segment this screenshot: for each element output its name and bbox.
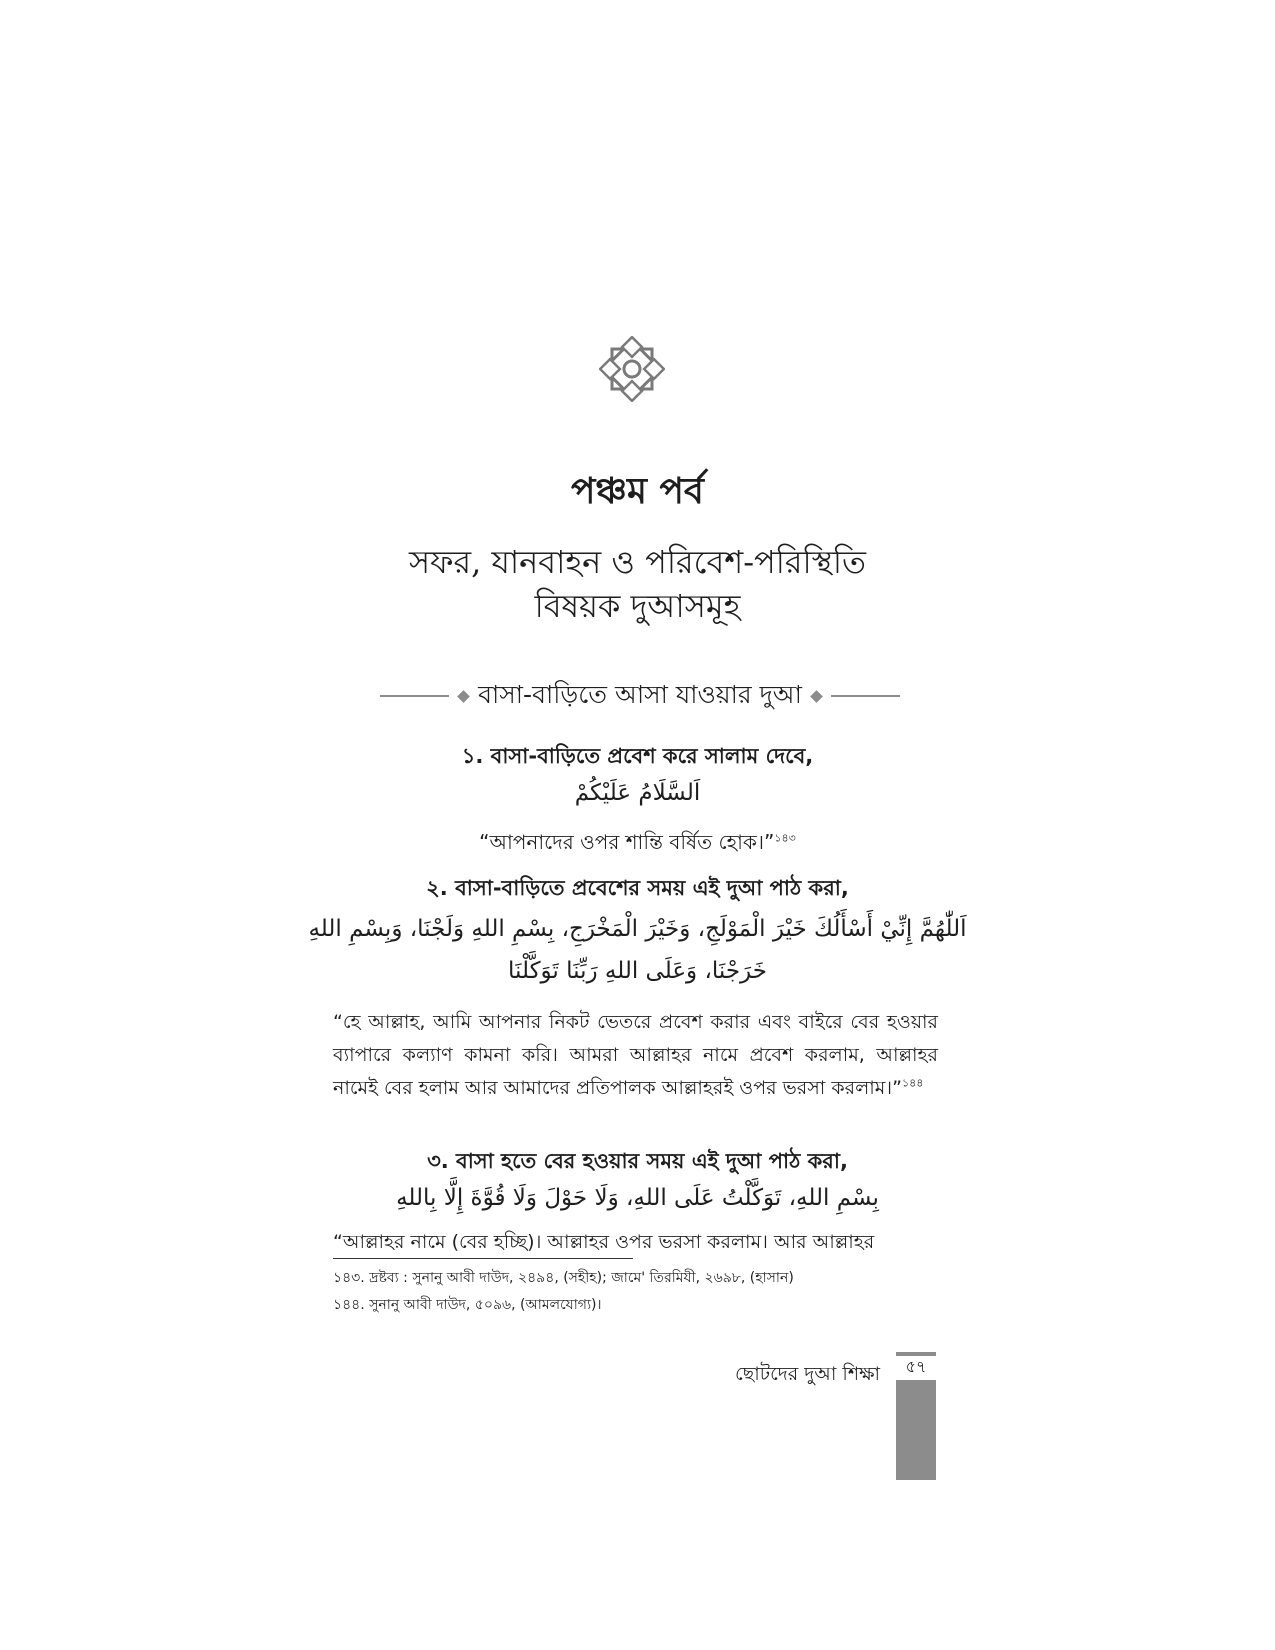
footnote-ref-143: ১৪৩ (774, 831, 796, 845)
item-3-arabic: بِسْمِ اللهِ، تَوَكَّلْتُ عَلَى اللهِ، وَلَا حَوْلَ وَلَا قُوَّةَ إِلَّا بِاللهِ (396, 1185, 879, 1211)
thumb-tab (896, 1380, 936, 1480)
rule-line-right (831, 695, 900, 697)
item-3-heading: ৩. বাসা হতে বের হওয়ার সময় এই দুআ পাঠ করা, (427, 1149, 848, 1173)
footnote-divider (333, 1258, 633, 1259)
chapter-title-line-2: বিষয়ক দুআসমূহ (534, 587, 741, 625)
section-title: বাসা-বাড়িতে আসা যাওয়ার দুআ (478, 679, 802, 709)
chapter-title (0, 540, 1275, 628)
footnote-143: ১৪৩. দ্রষ্টব্য : সুনানু আবী দাউদ, ২৪৯৪, (সহীহ); জামে' তিরমিযী, ২৬৯৮, (হাসান) (333, 1270, 794, 1286)
item-2-heading: ২. বাসা-বাড়িতে প্রবেশের সময় এই দুআ পাঠ করা, (426, 876, 849, 900)
item-1-arabic: اَلسَّلَامُ عَلَيْكُمْ (574, 780, 701, 806)
item-1-translation-text: “আপনাদের ওপর শান্তি বর্ষিত হোক।” (479, 830, 775, 854)
chapter-title-line-1: সফর, যানবাহন ও পরিবেশ-পরিস্থিতি (408, 543, 867, 581)
page-number: ৫৭ (896, 1352, 936, 1378)
rule-line-left (380, 695, 449, 697)
octagram-rosette-icon (599, 336, 665, 402)
footnote-144: ১৪৪. সুনানু আবী দাউদ, ৫০৯৬, (আমলযোগ্য)। (333, 1297, 602, 1313)
item-3-translation: “আল্লাহর নামে (বের হচ্ছি)। আল্লাহর ওপর ভরসা করলাম। আর আল্লাহর (333, 1231, 875, 1253)
footnote-ref-144: ১৪৪ (901, 1076, 924, 1090)
section-heading (380, 676, 900, 716)
item-1-heading: ১. বাসা-বাড়িতে প্রবেশ করে সালাম দেবে, (461, 744, 814, 768)
part-title: পঞ্চম পর্ব (571, 470, 704, 512)
item-2-arabic-line-2: خَرَجْنَا، وَعَلَى اللهِ رَبِّنَا تَوَكَّلْنَا (508, 958, 767, 984)
item-2-translation-text: “হে আল্লাহ, আমি আপনার নিকট ভেতরে প্রবেশ করার এবং বাইরে বের হওয়ার ব্যাপারে কল্যাণ কামনা করি। আমরা আল্লাহর নামে প্রবেশ করলাম, আল্লাহর নামেই বের হলাম আর আমাদের প্রতিপালক আল্লাহরই ওপর ভরসা করলাম।” (333, 1011, 938, 1099)
diamond-icon (457, 690, 470, 703)
item-1-translation (0, 828, 1275, 861)
item-2-translation (333, 1006, 938, 1105)
item-2-arabic-line-1: اَللّٰهُمَّ إِنِّيْ أَسْأَلُكَ خَيْرَ الْمَوْلَجِ، وَخَيْرَ الْمَخْرَجِ، بِسْمِ اللهِ وَلَجْنَا، وَبِسْمِ اللهِ (308, 916, 967, 942)
diamond-icon (810, 690, 823, 703)
running-title: ছোটদের দুআ শিক্ষা (735, 1363, 880, 1385)
